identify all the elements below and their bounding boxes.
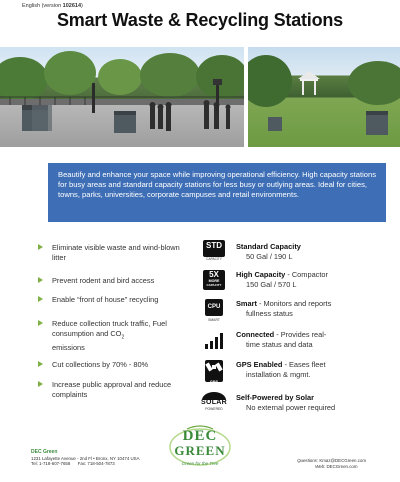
intro-text: Beautify and enhance your space while improving operational efficiency. High capacity stations for busy areas and standard capacity stations for less busy or outlying areas. Ideal for cities, towns, parks, universities, corporate campuses and retail environments.: [58, 170, 376, 200]
footer-web: Questions: Kmaz@DECGreen.com Web: DECGreen.com: [297, 458, 366, 469]
email-link[interactable]: Kmaz@DECGreen.com: [319, 458, 366, 463]
list-item: Eliminate visible waste and wind-blown litter: [38, 243, 188, 262]
list-item: Prevent rodent and bird access: [38, 276, 188, 286]
footer-contact: DEC Green 1231 Lafayette Avenue - 2nd Fl • Bronx, NY 10474 USA Tel: 1-718-607-7658 Fax: 718-504-7873: [31, 449, 140, 467]
arrow-icon: [38, 320, 43, 326]
high-capacity-icon: 5X MORE CAPACITY: [202, 270, 226, 292]
park-photo: [248, 47, 400, 147]
arrow-icon: [38, 381, 43, 387]
std-capacity-icon: STD CAPACITY: [202, 240, 226, 262]
arrow-icon: [38, 361, 43, 367]
dec-green-logo: DEC GREEN Green for the Tree: [167, 425, 233, 473]
list-item: Cut collections by 70% - 80%: [38, 360, 188, 370]
arrow-icon: [38, 244, 43, 250]
list-item: Reduce collection truck traffic, Fuel consumption and $CO_2$ emissions: [38, 319, 188, 352]
cpu-icon: CPU SMART: [202, 299, 226, 321]
arrow-icon: [38, 277, 43, 283]
version-label: English (version 102614): [22, 3, 83, 9]
list-item: Increase public approval and reduce complaints: [38, 380, 188, 399]
photo-strip: [0, 47, 400, 147]
list-item: Enable “front of house” recycling: [38, 295, 188, 305]
website-link[interactable]: DECGreen.com: [326, 463, 358, 469]
signal-bars-icon: [202, 332, 226, 354]
page-title: Smart Waste & Recycling Stations: [56, 10, 343, 30]
solar-powered-icon: SOLAR POWERED: [202, 392, 232, 414]
arrow-icon: [38, 296, 43, 302]
intro-band: [48, 163, 386, 222]
gps-satellite-icon: GPS: [202, 360, 226, 382]
street-photo: [0, 47, 244, 147]
